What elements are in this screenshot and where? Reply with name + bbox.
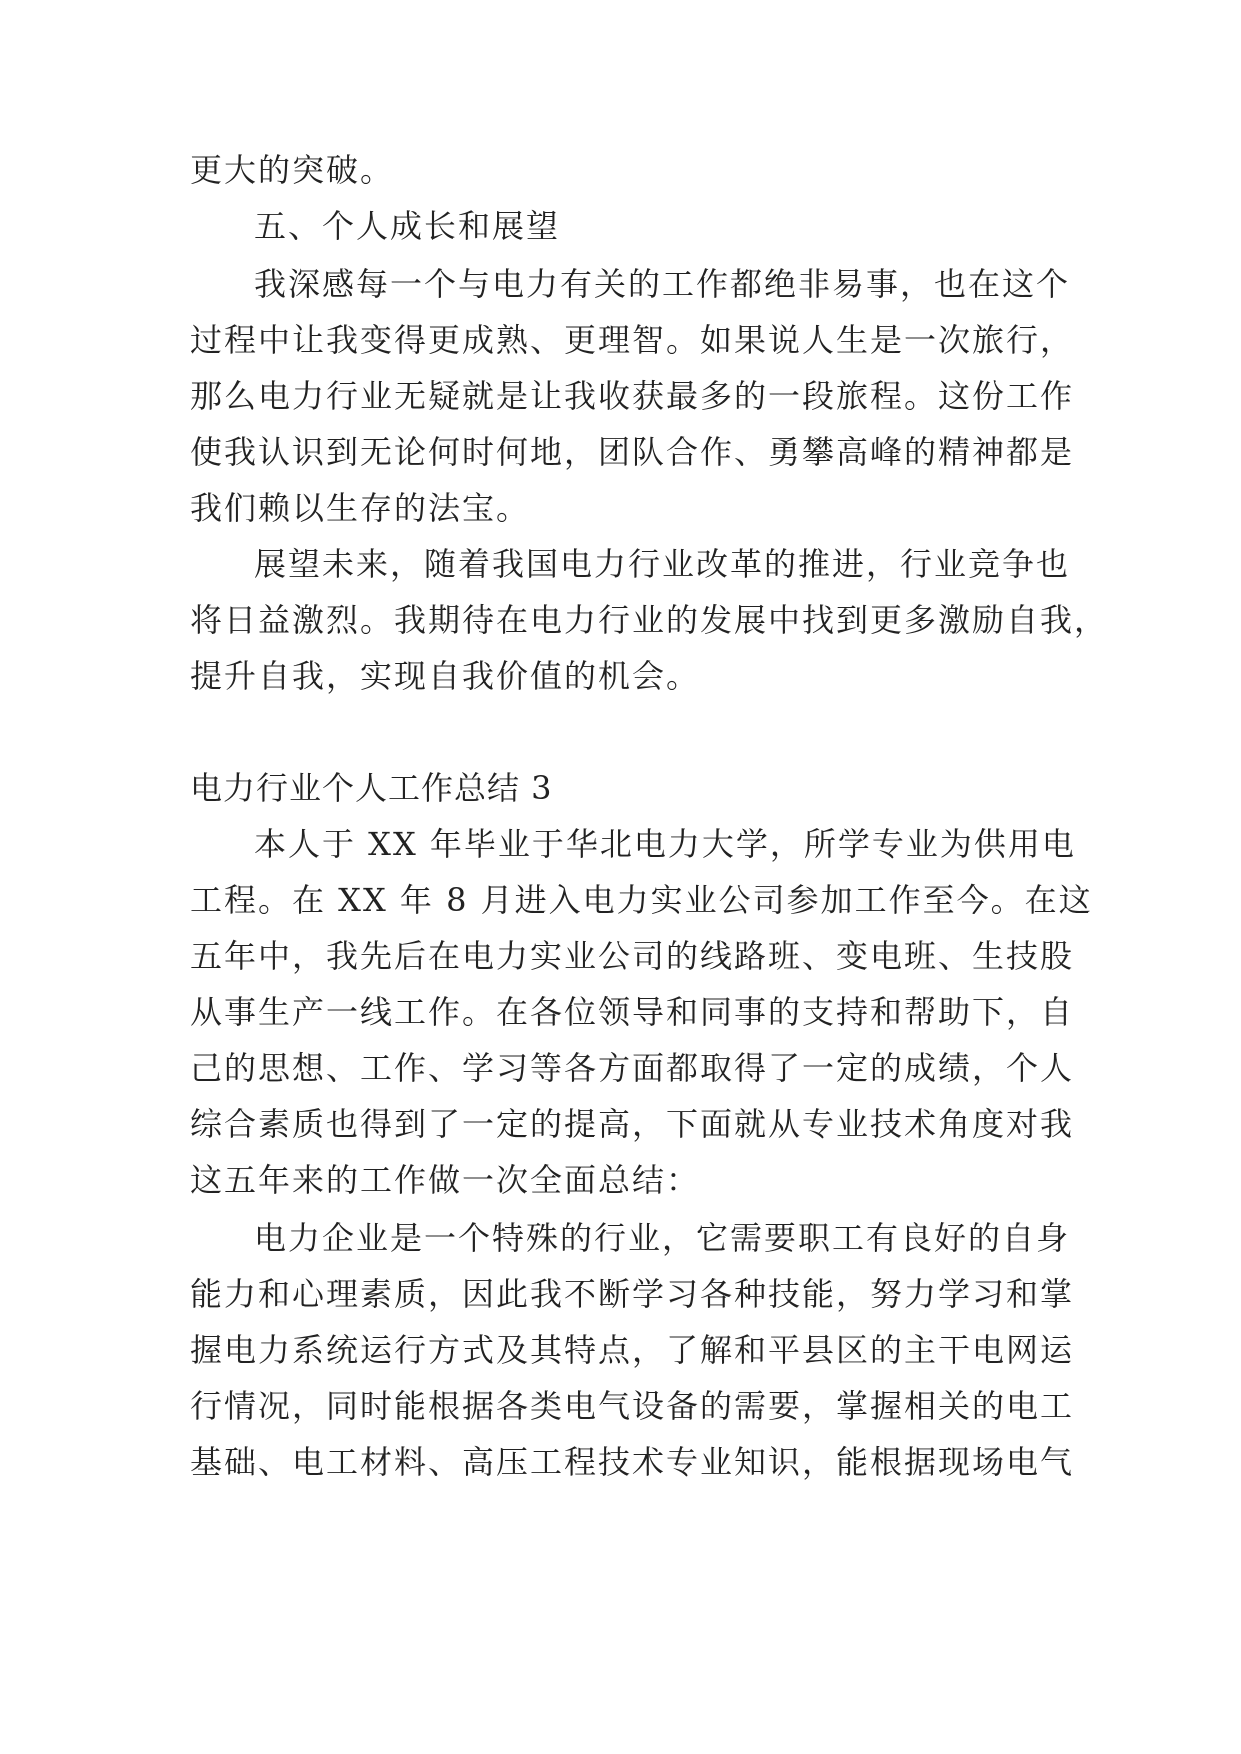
text-line: 过程中让我变得更成熟、更理智。如果说人生是一次旅行，	[190, 321, 1075, 359]
text-line: 行情况，同时能根据各类电气设备的需要，掌握相关的电工	[190, 1387, 1075, 1425]
section-heading: 五、个人成长和展望	[254, 207, 561, 245]
text-line: 我深感每一个与电力有关的工作都绝非易事，也在这个	[254, 265, 1071, 303]
text-line: 工程。在 XX 年 8 月进入电力实业公司参加工作至今。在这	[190, 881, 1093, 919]
text-line: 使我认识到无论何时何地，团队合作、勇攀高峰的精神都是	[190, 433, 1075, 471]
text-line: 握电力系统运行方式及其特点，了解和平县区的主干电网运	[190, 1331, 1075, 1369]
text-line: 那么电力行业无疑就是让我收获最多的一段旅程。这份工作	[190, 377, 1075, 415]
text-line: 这五年来的工作做一次全面总结：	[190, 1161, 701, 1199]
text-line: 将日益激烈。我期待在电力行业的发展中找到更多激励自我，	[190, 601, 1109, 639]
text-line: 提升自我，实现自我价值的机会。	[190, 657, 701, 695]
text-line: 从事生产一线工作。在各位领导和同事的支持和帮助下，自	[190, 993, 1075, 1031]
text-line: 更大的突破。	[190, 151, 395, 189]
text-line: 我们赖以生存的法宝。	[190, 489, 531, 527]
text-line: 能力和心理素质，因此我不断学习各种技能，努力学习和掌	[190, 1275, 1075, 1313]
document-title: 电力行业个人工作总结 3	[190, 769, 553, 807]
text-line: 本人于 XX 年毕业于华北电力大学，所学专业为供用电	[254, 825, 1076, 863]
text-line: 电力企业是一个特殊的行业，它需要职工有良好的自身	[254, 1219, 1071, 1257]
text-line: 五年中，我先后在电力实业公司的线路班、变电班、生技股	[190, 937, 1075, 975]
text-line: 综合素质也得到了一定的提高，下面就从专业技术角度对我	[190, 1105, 1075, 1143]
text-line: 基础、电工材料、高压工程技术专业知识，能根据现场电气	[190, 1443, 1075, 1481]
text-line: 己的思想、工作、学习等各方面都取得了一定的成绩，个人	[190, 1049, 1075, 1087]
text-line: 展望未来，随着我国电力行业改革的推进，行业竞争也	[254, 545, 1071, 583]
